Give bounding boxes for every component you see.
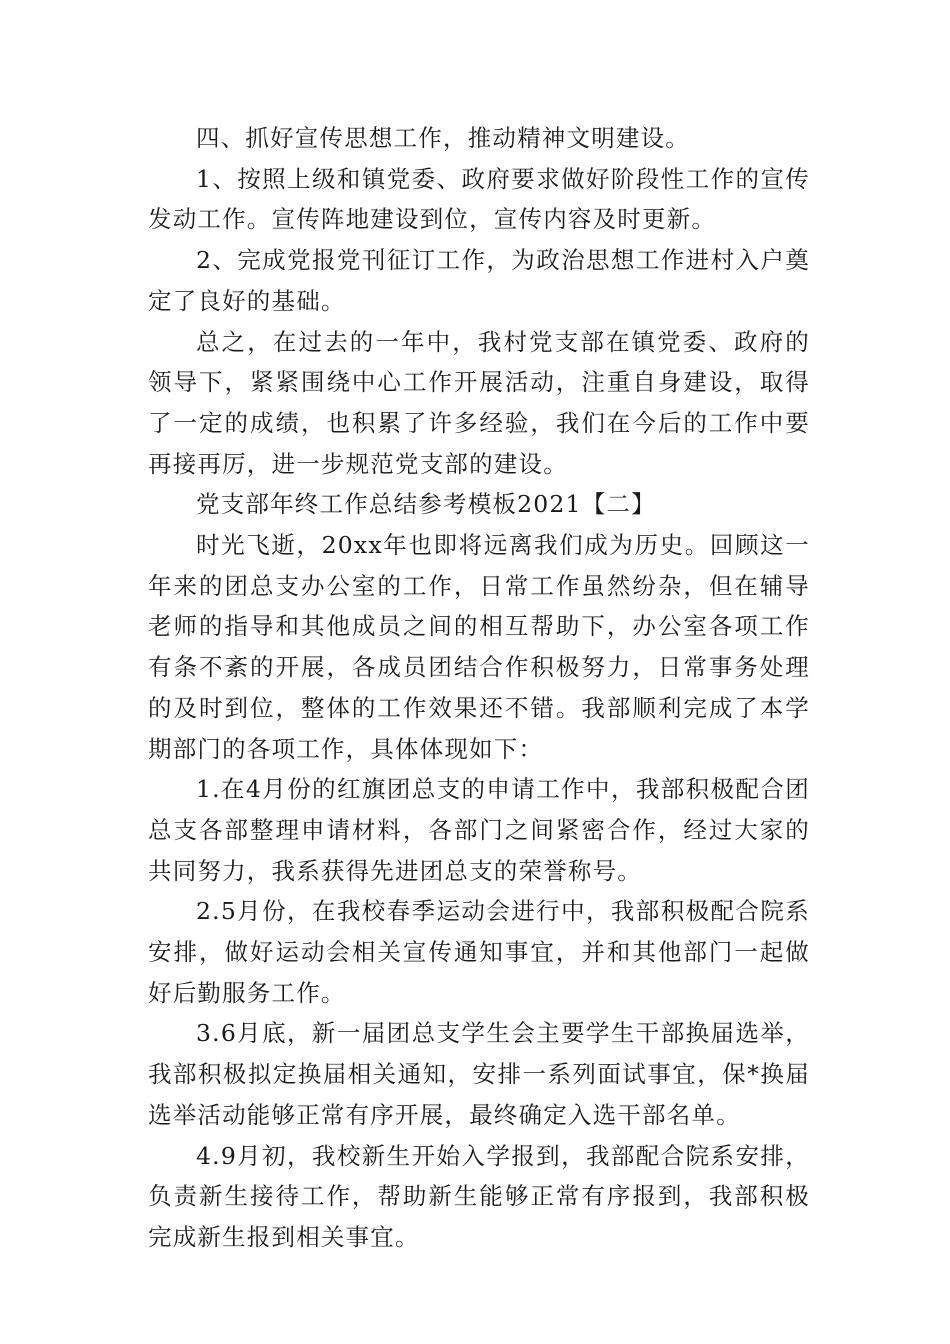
paragraph-point-2: 2.5月份，在我校春季运动会进行中，我部积极配合院系安排，做好运动会相关宣传通知事宜，并和其他部门一起做好后勤服务工作。 — [148, 897, 810, 1007]
document-body — [148, 118, 810, 1258]
paragraph-intro: 时光飞逝，20xx年也即将远离我们成为历史。回顾这一年来的团总支办公室的工作，日常工作虽然纷杂，但在辅导老师的指导和其他成员之间的相互帮助下，办公室各项工作有条不紊的开展，各成员团结合作积极努力，日常事务处理的及时到位，整体的工作效果还不错。我部顺利完成了本学期部门的各项工作，具体体现如下： — [148, 531, 810, 763]
section-title-two: 党支部年终工作总结参考模板2021【二】 — [196, 490, 656, 519]
paragraph-point-1: 1.在4月份的红旗团总支的申请工作中，我部积极配合团总支各部整理申请材料，各部门之间紧密合作，经过大家的共同努力，我系获得先进团总支的荣誉称号。 — [148, 775, 810, 885]
paragraph-point-3: 3.6月底，新一届团总支学生会主要学生干部换届选举，我部积极拟定换届相关通知，安排一系列面试事宜，保*换届选举活动能够正常有序开展，最终确定入选干部名单。 — [148, 1019, 810, 1129]
paragraph-item-2: 2、完成党报党刊征订工作，为政治思想工作进村入户奠定了良好的基础。 — [148, 246, 810, 315]
section-heading-four: 四、抓好宣传思想工作，推动精神文明建设。 — [196, 124, 690, 152]
paragraph-item-1: 1、按照上级和镇党委、政府要求做好阶段性工作的宣传发动工作。宣传阵地建设到位，宣传内容及时更新。 — [148, 164, 810, 234]
paragraph-summary: 总之，在过去的一年中，我村党支部在镇党委、政府的领导下，紧紧围绕中心工作开展活动，注重自身建设，取得了一定的成绩，也积累了许多经验，我们在今后的工作中要再接再厉，进一步规范党支部的建设。 — [148, 327, 810, 478]
paragraph-point-4: 4.9月初，我校新生开始入学报到，我部配合院系安排，负责新生接待工作，帮助新生能够正常有序报到，我部积极完成新生报到相关事宜。 — [148, 1141, 810, 1251]
